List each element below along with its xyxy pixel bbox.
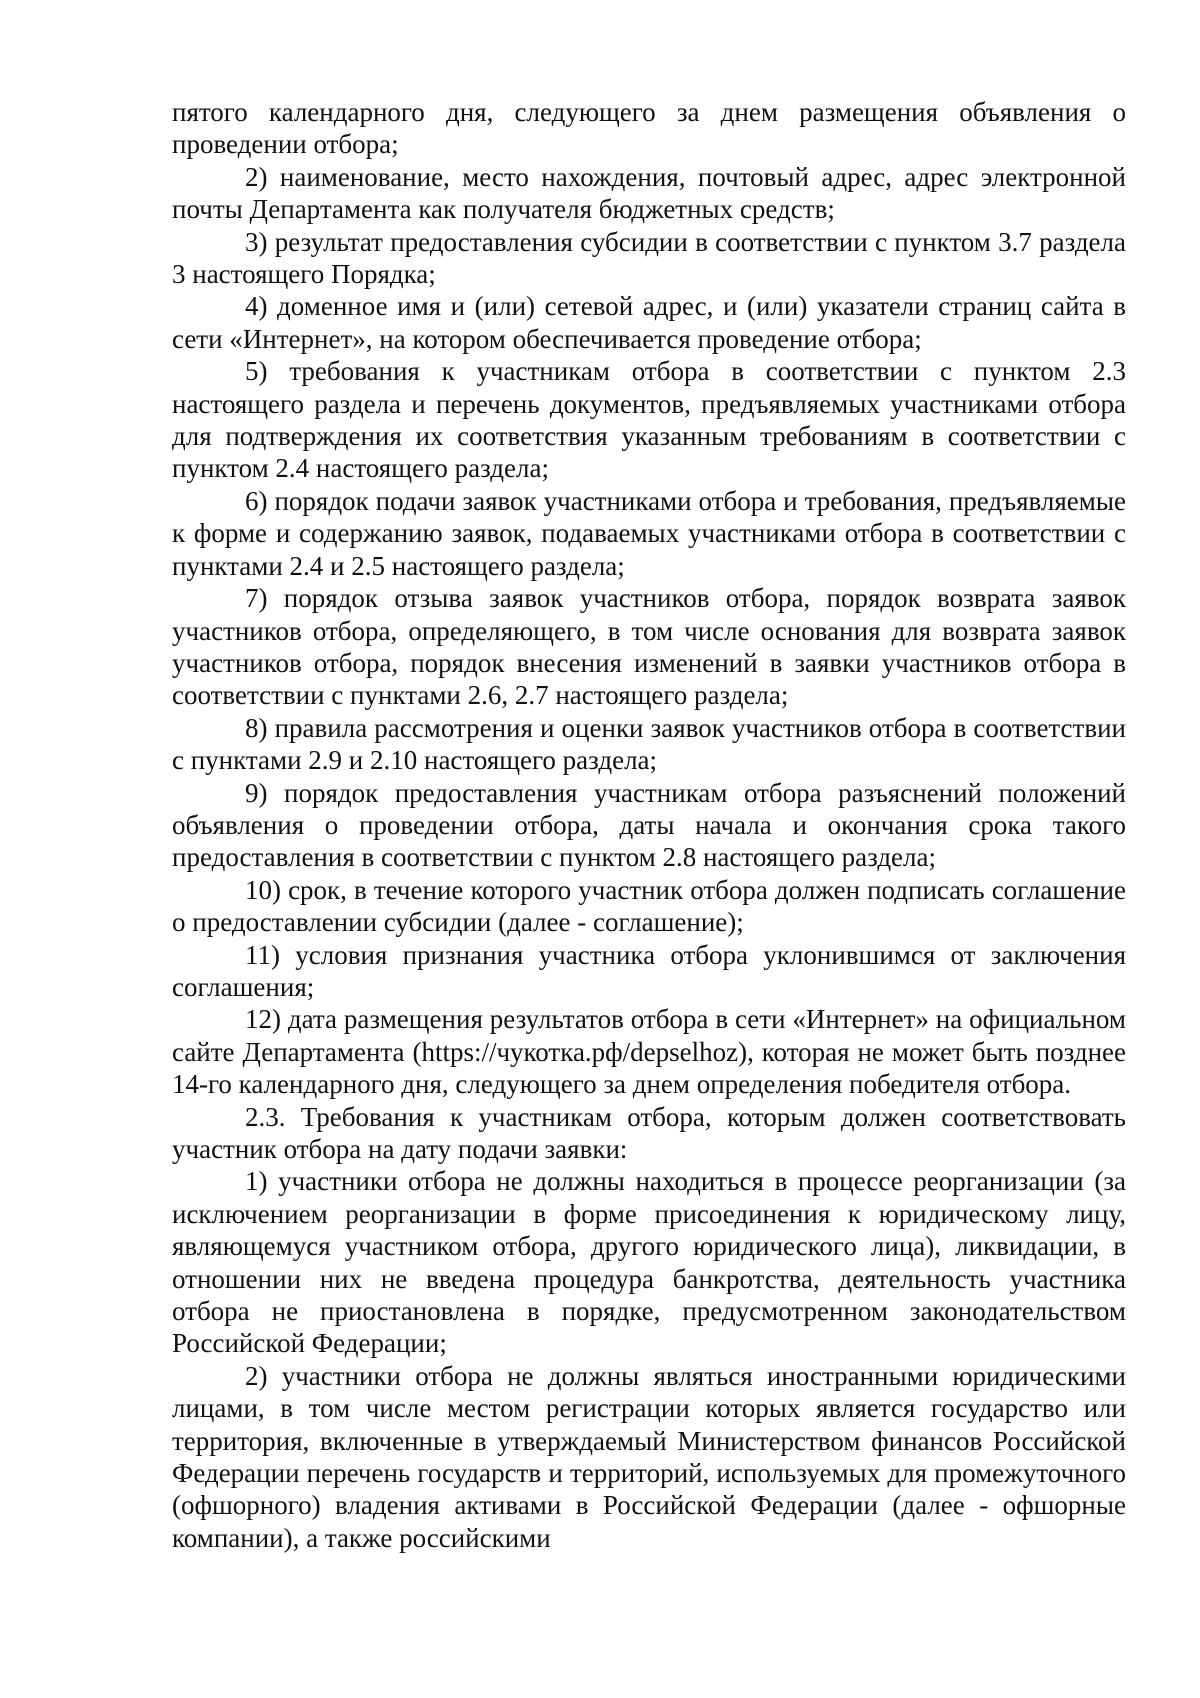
- document-body: [172, 96, 1126, 1554]
- section-2-3-heading: 2.3. Требования к участникам отбора, которым должен соответствовать участник отбора на дату подачи заявки:: [172, 1101, 1126, 1164]
- paragraph-item-10: 10) срок, в течение которого участник отбора должен подписать соглашение о предоставлении субсидии (далее - соглашение);: [172, 874, 1126, 938]
- paragraph-item-6: 6) порядок подачи заявок участниками отбора и требования, предъявляемые к форме и содержанию заявок, подаваемых участниками отбора в соответствии с пунктами 2.4 и 2.5 настоящего раздела;: [172, 485, 1126, 581]
- paragraph-item-4: 4) доменное имя и (или) сетевой адрес, и (или) указатели страниц сайта в сети «Интернет», на котором обеспечивается проведение отбора;: [172, 291, 1126, 354]
- paragraph-item-2: 2) наименование, место нахождения, почтовый адрес, адрес электронной почты Департамента как получателя бюджетных средств;: [172, 161, 1126, 225]
- requirement-item-1: 1) участники отбора не должны находиться в процессе реорганизации (за исключением реорганизации в форме присоединения к юридическому лицу, являющемуся участником отбора, другого юридического лица), ликвидации, в отношении них не введена процедура банкротства, деятельность участника отбора не приостановлена в порядке, предусмотренном законодательством Российской Федерации;: [172, 1166, 1126, 1359]
- paragraph-item-7: 7) порядок отзыва заявок участников отбора, порядок возврата заявок участников отбора, определяющего, в том числе основания для возврата заявок участников отбора, порядок внесения изменений в заявки участников отбора в соответствии с пунктами 2.6, 2.7 настоящего раздела;: [172, 583, 1126, 711]
- paragraph-item-8: 8) правила рассмотрения и оценки заявок участников отбора в соответствии с пунктами 2.9 и 2.10 настоящего раздела;: [172, 712, 1126, 776]
- paragraph-item-9: 9) порядок предоставления участникам отбора разъяснений положений объявления о проведении отбора, даты начала и окончания срока такого предоставления в соответствии с пунктом 2.8 настоящего раздела;: [172, 777, 1126, 873]
- paragraph-continuation: пятого календарного дня, следующего за днем размещения объявления о проведении отбора;: [172, 97, 1126, 160]
- paragraph-item-11: 11) условия признания участника отбора уклонившимся от заключения соглашения;: [172, 939, 1126, 1002]
- paragraph-item-5: 5) требования к участникам отбора в соответствии с пунктом 2.3 настоящего раздела и перечень документов, предъявляемых участниками отбора для подтверждения их соответствия указанным требованиям в соответствии с пунктом 2.4 настоящего раздела;: [172, 356, 1126, 484]
- requirement-item-2: 2) участники отбора не должны являться иностранными юридическими лицами, в том числе местом регистрации которых является государство или территория, включенные в утверждаемый Министерством финансов Российской Федерации перечень государств и территорий, используемых для промежуточного (офшорного) владения активами в Российской Федерации (далее - офшорные компании), а также российскими: [172, 1360, 1126, 1553]
- paragraph-item-12: 12) дата размещения результатов отбора в сети «Интернет» на официальном сайте Департамента (https://чукотка.рф/depselhoz), которая не может быть позднее 14-го календарного дня, следующего за днем определения победителя отбора.: [172, 1004, 1126, 1100]
- paragraph-item-3: 3) результат предоставления субсидии в соответствии с пунктом 3.7 раздела 3 настоящего Порядка;: [172, 226, 1126, 290]
